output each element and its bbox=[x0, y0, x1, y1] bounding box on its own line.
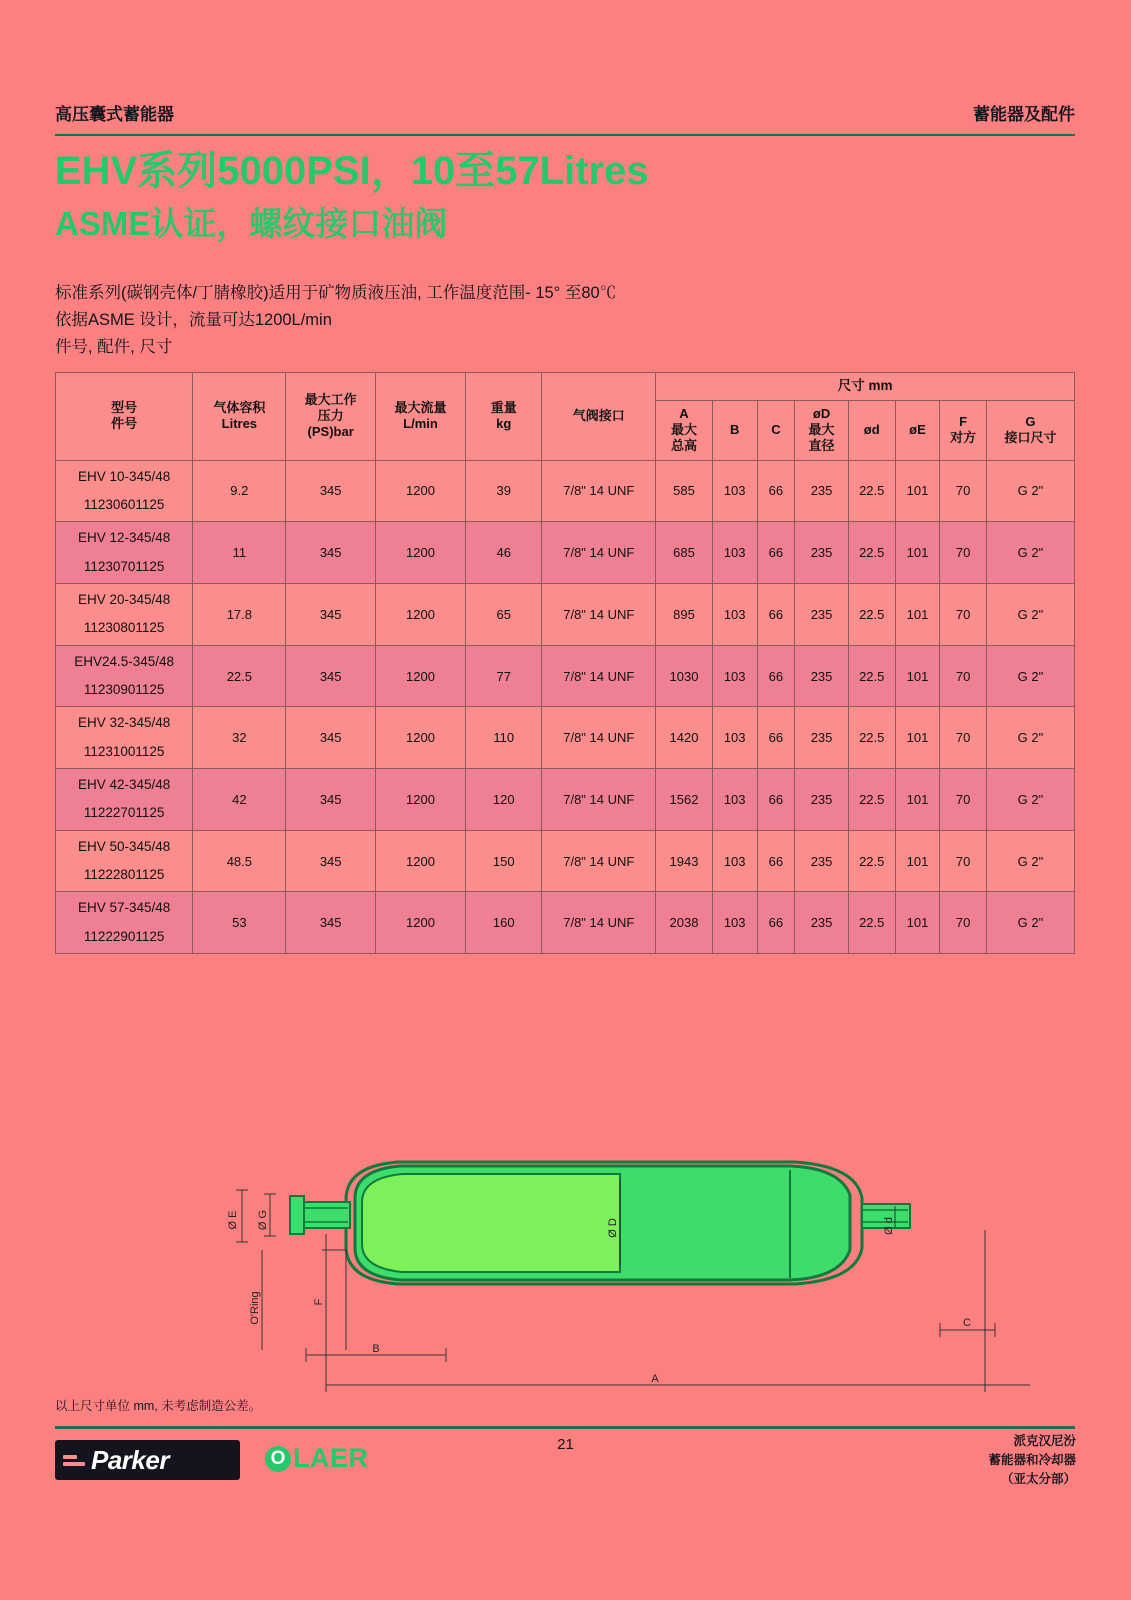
cell-flow: 1200 bbox=[375, 584, 465, 646]
footer-divider bbox=[55, 1426, 1075, 1429]
cell-oe: 101 bbox=[895, 707, 940, 769]
intro-text bbox=[55, 280, 616, 362]
cell-gasvalve: 7/8" 14 UNF bbox=[542, 460, 656, 522]
col-header-volume-l2: Litres bbox=[221, 416, 258, 432]
table-row bbox=[56, 460, 1075, 522]
table-row bbox=[56, 892, 1075, 954]
cell-c: 66 bbox=[757, 584, 795, 646]
col-header-d-l3: 直径 bbox=[808, 438, 835, 454]
label-od-small: Ø d bbox=[883, 1217, 895, 1235]
cell-gasvalve: 7/8" 14 UNF bbox=[542, 769, 656, 831]
cell-part-number: 11222801125 bbox=[83, 867, 165, 883]
col-header-pressure-l2: 压力 bbox=[317, 408, 344, 424]
cell-c: 66 bbox=[757, 522, 795, 584]
cell-d: 235 bbox=[795, 584, 849, 646]
cell-g: G 2" bbox=[986, 707, 1074, 769]
cell-g: G 2" bbox=[986, 645, 1074, 707]
col-header-f-l1: F bbox=[959, 414, 968, 429]
cell-d: 235 bbox=[795, 460, 849, 522]
cell-g: G 2" bbox=[986, 522, 1074, 584]
cell-pressure: 345 bbox=[286, 769, 375, 831]
cell-f: 70 bbox=[940, 584, 987, 646]
table-row bbox=[56, 584, 1075, 646]
parker-logo bbox=[55, 1440, 240, 1480]
cell-part-number: 11230901125 bbox=[83, 682, 165, 698]
label-og: Ø G bbox=[257, 1209, 269, 1231]
cell-flow: 1200 bbox=[375, 645, 465, 707]
cell-od: 22.5 bbox=[848, 522, 895, 584]
parker-wordmark: Parker bbox=[91, 1444, 169, 1475]
cell-g: G 2" bbox=[986, 460, 1074, 522]
cell-d: 235 bbox=[795, 892, 849, 954]
cell-c: 66 bbox=[757, 460, 795, 522]
cell-g: G 2" bbox=[986, 769, 1074, 831]
cell-f: 70 bbox=[940, 892, 987, 954]
cell-part-number: 11222701125 bbox=[83, 805, 165, 821]
col-header-weight-l1: 重量 bbox=[490, 400, 517, 416]
cell-c: 66 bbox=[757, 769, 795, 831]
cell-f: 70 bbox=[940, 460, 987, 522]
cell-c: 66 bbox=[757, 645, 795, 707]
cell-weight: 39 bbox=[466, 460, 542, 522]
col-header-a-l1: A bbox=[679, 405, 689, 421]
col-header-volume-l1: 气体容积 bbox=[213, 400, 266, 416]
cell-pressure: 345 bbox=[286, 645, 375, 707]
col-header-g bbox=[986, 400, 1074, 460]
col-header-pressure-l3: (PS)bar bbox=[307, 424, 354, 440]
cell-flow: 1200 bbox=[375, 460, 465, 522]
cell-gasvalve: 7/8" 14 UNF bbox=[542, 830, 656, 892]
col-header-d-l1: øD bbox=[812, 405, 831, 421]
col-header-flow bbox=[375, 373, 465, 461]
cell-a: 1943 bbox=[656, 830, 713, 892]
table-row bbox=[56, 769, 1075, 831]
cell-volume: 17.8 bbox=[193, 584, 286, 646]
col-header-pressure bbox=[286, 373, 375, 461]
cell-g: G 2" bbox=[986, 830, 1074, 892]
cell-weight: 77 bbox=[466, 645, 542, 707]
cell-part-number: 11230601125 bbox=[83, 496, 165, 512]
cell-model bbox=[56, 830, 193, 892]
cell-a: 1420 bbox=[656, 707, 713, 769]
cell-weight: 120 bbox=[466, 769, 542, 831]
col-header-flow-l1: 最大流量 bbox=[394, 400, 447, 416]
cell-pressure: 345 bbox=[286, 830, 375, 892]
cell-a: 895 bbox=[656, 584, 713, 646]
label-oe: Ø E bbox=[227, 1210, 239, 1230]
header-right-text: 蓄能器及配件 bbox=[973, 105, 1075, 124]
label-b: B bbox=[372, 1343, 380, 1355]
olaer-circle-icon: O bbox=[265, 1446, 291, 1472]
col-header-d bbox=[795, 400, 849, 460]
footer-company-line-1: 派克汉尼汾 bbox=[1013, 1434, 1076, 1448]
cell-g: G 2" bbox=[986, 892, 1074, 954]
table-header-row-1 bbox=[56, 373, 1075, 401]
cell-model-name: EHV 12-345/48 bbox=[77, 530, 171, 546]
intro-line-3: 件号, 配件, 尺寸 bbox=[55, 338, 173, 357]
col-header-a bbox=[656, 400, 713, 460]
col-header-gasvalve: 气阀接口 bbox=[542, 373, 656, 461]
cell-gasvalve: 7/8" 14 UNF bbox=[542, 584, 656, 646]
cell-c: 66 bbox=[757, 892, 795, 954]
table-header bbox=[56, 373, 1075, 461]
cell-model bbox=[56, 769, 193, 831]
table-row bbox=[56, 707, 1075, 769]
cell-model-name: EHV 57-345/48 bbox=[77, 900, 171, 916]
col-header-a-l3: 总高 bbox=[670, 438, 697, 454]
cell-model bbox=[56, 460, 193, 522]
cell-a: 2038 bbox=[656, 892, 713, 954]
cell-a: 685 bbox=[656, 522, 713, 584]
cell-gasvalve: 7/8" 14 UNF bbox=[542, 707, 656, 769]
cell-pressure: 345 bbox=[286, 460, 375, 522]
footer-company-line-2: 蓄能器和冷却器 bbox=[988, 1452, 1076, 1467]
cell-flow: 1200 bbox=[375, 769, 465, 831]
page-number: 21 bbox=[557, 1436, 574, 1453]
cell-volume: 9.2 bbox=[193, 460, 286, 522]
cell-b: 103 bbox=[712, 645, 757, 707]
label-c: C bbox=[963, 1317, 971, 1329]
table-body bbox=[56, 460, 1075, 954]
col-header-weight-l2: kg bbox=[496, 416, 512, 432]
cell-weight: 46 bbox=[466, 522, 542, 584]
cell-weight: 65 bbox=[466, 584, 542, 646]
col-header-g-l1: G bbox=[1025, 414, 1036, 429]
specification-table bbox=[55, 372, 1075, 954]
cell-oe: 101 bbox=[895, 584, 940, 646]
cell-volume: 42 bbox=[193, 769, 286, 831]
cell-b: 103 bbox=[712, 460, 757, 522]
cell-od: 22.5 bbox=[848, 830, 895, 892]
cell-a: 585 bbox=[656, 460, 713, 522]
label-f: F bbox=[313, 1298, 325, 1306]
cell-gasvalve: 7/8" 14 UNF bbox=[542, 522, 656, 584]
cell-f: 70 bbox=[940, 645, 987, 707]
cell-model bbox=[56, 584, 193, 646]
cell-part-number: 11230801125 bbox=[83, 620, 165, 636]
cell-oe: 101 bbox=[895, 830, 940, 892]
col-header-f bbox=[940, 400, 987, 460]
cell-b: 103 bbox=[712, 584, 757, 646]
olaer-wordmark: LAER bbox=[293, 1443, 369, 1473]
cell-model-name: EHV 42-345/48 bbox=[77, 777, 171, 793]
col-header-volume bbox=[193, 373, 286, 461]
cell-flow: 1200 bbox=[375, 830, 465, 892]
col-header-g-l2: 接口尺寸 bbox=[1004, 430, 1057, 446]
cell-model-name: EHV 50-345/48 bbox=[77, 838, 171, 854]
table-row bbox=[56, 645, 1075, 707]
cell-c: 66 bbox=[757, 830, 795, 892]
cell-d: 235 bbox=[795, 522, 849, 584]
cell-d: 235 bbox=[795, 769, 849, 831]
cell-model bbox=[56, 522, 193, 584]
cell-oe: 101 bbox=[895, 522, 940, 584]
col-header-od: ød bbox=[848, 400, 895, 460]
col-header-model-top: 型号 bbox=[111, 400, 138, 416]
col-header-dimensions: 尺寸 mm bbox=[656, 373, 1075, 401]
col-header-a-l2: 最大 bbox=[670, 422, 697, 438]
cell-model-name: EHV 32-345/48 bbox=[77, 715, 171, 731]
cell-d: 235 bbox=[795, 707, 849, 769]
cell-b: 103 bbox=[712, 892, 757, 954]
cell-a: 1562 bbox=[656, 769, 713, 831]
cell-model-name: EHV 20-345/48 bbox=[77, 592, 171, 607]
drawing-svg bbox=[150, 1150, 1030, 1420]
cell-f: 70 bbox=[940, 522, 987, 584]
cell-flow: 1200 bbox=[375, 707, 465, 769]
col-header-b: B bbox=[712, 400, 757, 460]
table-row bbox=[56, 830, 1075, 892]
cell-oe: 101 bbox=[895, 460, 940, 522]
cell-pressure: 345 bbox=[286, 522, 375, 584]
cell-d: 235 bbox=[795, 830, 849, 892]
cell-model-name: EHV24.5-345/48 bbox=[74, 653, 175, 669]
cell-a: 1030 bbox=[656, 645, 713, 707]
intro-line-2: 依据ASME 设计，流量可达1200L/min bbox=[55, 311, 332, 330]
cell-pressure: 345 bbox=[286, 707, 375, 769]
col-header-model bbox=[56, 373, 193, 461]
cell-od: 22.5 bbox=[848, 645, 895, 707]
cell-oe: 101 bbox=[895, 892, 940, 954]
cell-b: 103 bbox=[712, 830, 757, 892]
cell-part-number: 11231001125 bbox=[83, 743, 165, 759]
cell-od: 22.5 bbox=[848, 460, 895, 522]
accumulator-drawing bbox=[150, 1150, 1030, 1420]
cell-c: 66 bbox=[757, 707, 795, 769]
footnote: 以上尺寸单位 mm, 未考虑制造公差。 bbox=[55, 1399, 262, 1413]
cell-model-name: EHV 10-345/48 bbox=[77, 468, 171, 484]
cell-volume: 53 bbox=[193, 892, 286, 954]
cell-gasvalve: 7/8" 14 UNF bbox=[542, 645, 656, 707]
cell-od: 22.5 bbox=[848, 769, 895, 831]
col-header-f-l2: 对方 bbox=[950, 430, 977, 446]
cell-flow: 1200 bbox=[375, 892, 465, 954]
parker-bars-icon bbox=[63, 1455, 85, 1466]
label-od: Ø D bbox=[607, 1218, 619, 1238]
cell-od: 22.5 bbox=[848, 707, 895, 769]
col-header-c: C bbox=[757, 400, 795, 460]
cell-part-number: 11230701125 bbox=[83, 558, 165, 574]
page-header bbox=[55, 100, 1075, 125]
cell-b: 103 bbox=[712, 707, 757, 769]
cell-b: 103 bbox=[712, 769, 757, 831]
cell-volume: 22.5 bbox=[193, 645, 286, 707]
cell-od: 22.5 bbox=[848, 892, 895, 954]
cell-oe: 101 bbox=[895, 645, 940, 707]
cell-volume: 48.5 bbox=[193, 830, 286, 892]
cell-flow: 1200 bbox=[375, 522, 465, 584]
cell-volume: 32 bbox=[193, 707, 286, 769]
page-subtitle: ASME认证，螺纹接口油阀 bbox=[55, 205, 448, 242]
cell-pressure: 345 bbox=[286, 892, 375, 954]
cell-weight: 150 bbox=[466, 830, 542, 892]
cell-f: 70 bbox=[940, 830, 987, 892]
cell-model bbox=[56, 707, 193, 769]
col-header-d-l2: 最大 bbox=[808, 422, 835, 438]
col-header-oe: øE bbox=[895, 400, 940, 460]
cell-weight: 110 bbox=[466, 707, 542, 769]
accumulator-shell bbox=[290, 1162, 910, 1284]
cell-model bbox=[56, 645, 193, 707]
cell-b: 103 bbox=[712, 522, 757, 584]
intro-line-1: 标准系列(碳钢壳体/丁腈橡胶)适用于矿物质液压油, 工作温度范围- 15° 至80℃ bbox=[55, 284, 617, 302]
label-oring: O'Ring bbox=[249, 1291, 261, 1325]
col-header-weight bbox=[466, 373, 542, 461]
cell-g: G 2" bbox=[986, 584, 1074, 646]
col-header-flow-l2: L/min bbox=[403, 416, 438, 432]
page-title: EHV系列5000PSI，10至57Litres bbox=[55, 149, 649, 193]
cell-f: 70 bbox=[940, 769, 987, 831]
col-header-pressure-l1: 最大工作 bbox=[304, 391, 357, 407]
olaer-logo bbox=[265, 1443, 369, 1474]
cell-pressure: 345 bbox=[286, 584, 375, 646]
footer-company-line-3: （亚太分部） bbox=[1000, 1471, 1076, 1486]
header-divider bbox=[55, 134, 1075, 136]
cell-f: 70 bbox=[940, 707, 987, 769]
cell-gasvalve: 7/8" 14 UNF bbox=[542, 892, 656, 954]
cell-d: 235 bbox=[795, 645, 849, 707]
cell-volume: 11 bbox=[193, 522, 286, 584]
cell-model bbox=[56, 892, 193, 954]
cell-weight: 160 bbox=[466, 892, 542, 954]
table-row bbox=[56, 522, 1075, 584]
cell-od: 22.5 bbox=[848, 584, 895, 646]
cell-part-number: 11222901125 bbox=[83, 928, 165, 944]
header-left-text: 高压囊式蓄能器 bbox=[55, 105, 174, 124]
col-header-model-bottom: 件号 bbox=[111, 416, 138, 432]
footer-company bbox=[988, 1432, 1076, 1488]
cell-oe: 101 bbox=[895, 769, 940, 831]
label-a: A bbox=[651, 1373, 659, 1385]
